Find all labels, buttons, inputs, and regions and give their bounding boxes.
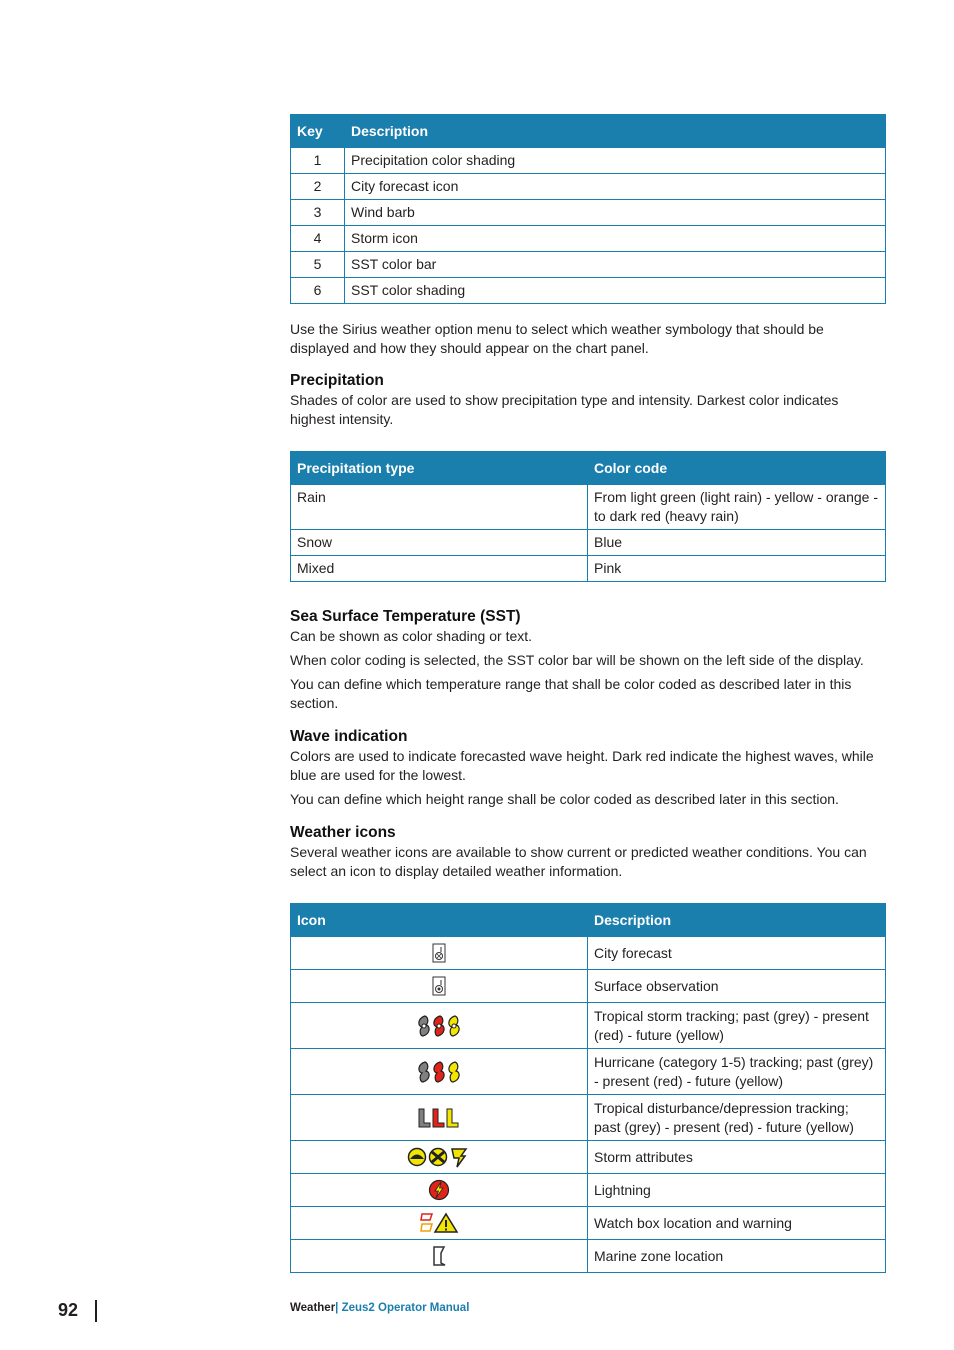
tropical-disturbance-icon xyxy=(415,1107,463,1129)
wave-text-1: Colors are used to indicate forecasted wave height. Dark red indicate the highest waves, while blue are used for the lowest. xyxy=(290,748,874,783)
precipitation-text: Shades of color are used to show precipitation type and intensity. Darkest color indicates highest intensity. xyxy=(290,392,839,427)
precip-type-cell: Mixed xyxy=(291,556,588,582)
key-cell: 6 xyxy=(291,278,345,304)
precip-header-color: Color code xyxy=(588,452,886,485)
precip-color-cell: Pink xyxy=(588,556,886,582)
key-cell: 3 xyxy=(291,200,345,226)
weather-icons-section xyxy=(290,823,886,881)
precipitation-table xyxy=(290,451,886,582)
icon-cell xyxy=(291,1095,588,1141)
wave-text-2: You can define which height range shall be color coded as described later in this section. xyxy=(290,791,839,807)
precip-type-cell: Snow xyxy=(291,530,588,556)
precip-color-cell: Blue xyxy=(588,530,886,556)
icons-header-description: Description xyxy=(588,904,886,937)
description-cell: SST color bar xyxy=(345,252,886,278)
sst-section xyxy=(290,607,886,713)
weather-icons-text: Several weather icons are available to show current or predicted weather conditions. You can select an icon to display detailed weather information. xyxy=(290,844,867,879)
weather-icons-table-container xyxy=(290,903,886,1273)
icon-cell xyxy=(291,1141,588,1174)
intro-section xyxy=(290,320,886,358)
key-table-header-key: Key xyxy=(291,115,345,148)
precip-type-cell: Rain xyxy=(291,485,588,530)
description-cell: Wind barb xyxy=(345,200,886,226)
wave-heading: Wave indication xyxy=(290,728,408,745)
sst-text-2: When color coding is selected, the SST color bar will be shown on the left side of the display. xyxy=(290,652,864,668)
table-row xyxy=(291,1240,886,1273)
icon-description: Lightning xyxy=(588,1174,886,1207)
precipitation-section xyxy=(290,371,886,429)
precipitation-table-container xyxy=(290,451,886,582)
sst-text-1: Can be shown as color shading or text. xyxy=(290,628,533,644)
key-cell: 1 xyxy=(291,148,345,174)
city-forecast-icon xyxy=(432,943,446,963)
icon-description: Marine zone location xyxy=(588,1240,886,1273)
weather-icons-table xyxy=(290,903,886,1273)
icon-description: Watch box location and warning xyxy=(588,1207,886,1240)
description-cell: City forecast icon xyxy=(345,174,886,200)
sst-heading: Sea Surface Temperature (SST) xyxy=(290,608,521,625)
table-row xyxy=(291,937,886,970)
surface-observation-icon xyxy=(432,976,446,996)
key-table xyxy=(290,114,886,304)
key-cell: 4 xyxy=(291,226,345,252)
table-row xyxy=(291,1095,886,1141)
footer-section: Weather xyxy=(290,1302,336,1314)
tropical-storm-icon xyxy=(415,1014,463,1038)
table-row xyxy=(291,970,886,1003)
precipitation-heading: Precipitation xyxy=(290,372,384,389)
table-row xyxy=(291,1003,886,1049)
weather-icons-heading: Weather icons xyxy=(290,824,396,841)
icon-description: Tropical disturbance/depression tracking; past (grey) - present (red) - future (yellow) xyxy=(588,1095,886,1141)
icon-description: Storm attributes xyxy=(588,1141,886,1174)
table-row xyxy=(291,148,886,174)
sst-text-3: You can define which temperature range that shall be color coded as described later in this section. xyxy=(290,676,852,711)
table-row xyxy=(291,200,886,226)
table-row xyxy=(291,1049,886,1095)
table-row xyxy=(291,556,886,582)
icons-header-icon: Icon xyxy=(291,904,588,937)
footer-manual: | Zeus2 Operator Manual xyxy=(335,1302,470,1314)
table-row xyxy=(291,1207,886,1240)
intro-text: Use the Sirius weather option menu to select which weather symbology that should be displayed and how they should appear on the chart panel. xyxy=(290,321,824,356)
icon-cell xyxy=(291,1240,588,1273)
footer-title xyxy=(290,1302,469,1314)
footer-divider xyxy=(95,1300,97,1322)
icon-cell xyxy=(291,1174,588,1207)
lightning-icon xyxy=(428,1179,450,1201)
icon-cell xyxy=(291,1207,588,1240)
key-cell: 2 xyxy=(291,174,345,200)
precip-color-cell: From light green (light rain) - yellow - orange - to dark red (heavy rain) xyxy=(588,485,886,530)
table-row xyxy=(291,252,886,278)
table-row xyxy=(291,1174,886,1207)
icon-description: City forecast xyxy=(588,937,886,970)
key-table-container xyxy=(290,114,886,304)
table-row xyxy=(291,1141,886,1174)
icon-description: Surface observation xyxy=(588,970,886,1003)
precip-header-type: Precipitation type xyxy=(291,452,588,485)
description-cell: Storm icon xyxy=(345,226,886,252)
key-table-header-description: Description xyxy=(345,115,886,148)
table-row xyxy=(291,278,886,304)
page-number: 92 xyxy=(58,1300,79,1320)
table-row xyxy=(291,485,886,530)
description-cell: Precipitation color shading xyxy=(345,148,886,174)
storm-attributes-icon xyxy=(407,1146,471,1168)
key-cell: 5 xyxy=(291,252,345,278)
table-row xyxy=(291,226,886,252)
description-cell: SST color shading xyxy=(345,278,886,304)
marine-zone-icon xyxy=(431,1245,447,1267)
watch-box-warning-icon xyxy=(419,1212,459,1234)
wave-section xyxy=(290,727,886,809)
icon-cell xyxy=(291,1003,588,1049)
table-row xyxy=(291,530,886,556)
icon-cell xyxy=(291,1049,588,1095)
icon-cell xyxy=(291,937,588,970)
icon-description: Tropical storm tracking; past (grey) - present (red) - future (yellow) xyxy=(588,1003,886,1049)
table-row xyxy=(291,174,886,200)
hurricane-icon xyxy=(415,1060,463,1084)
icon-cell xyxy=(291,970,588,1003)
icon-description: Hurricane (category 1-5) tracking; past (grey) - present (red) - future (yellow) xyxy=(588,1049,886,1095)
